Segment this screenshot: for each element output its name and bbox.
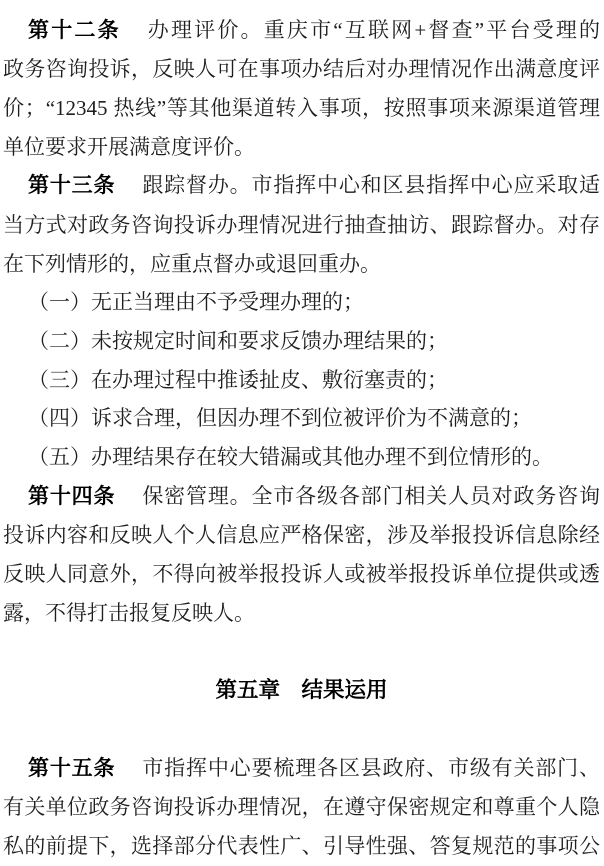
line-text: 跟踪督办。市指挥中心和区县指挥中心应采取适 [142, 173, 601, 198]
clause-item [3, 322, 600, 361]
text-line [3, 788, 600, 827]
text-line [3, 283, 600, 322]
text-line [3, 516, 600, 555]
line-text: 价；“12345 热线”等其他渠道转入事项，按照事项来源渠道管理 [3, 95, 600, 120]
article-paragraph [3, 11, 600, 167]
article-paragraph [3, 477, 600, 633]
line-text: 露，不得打击报复反映人。 [3, 600, 255, 625]
article-number: 第十四条 [28, 484, 116, 508]
clause-item [3, 399, 600, 438]
line-text: 政务咨询投诉，反映人可在事项办结后对办理情况作出满意度评 [3, 57, 600, 82]
line-text: （五）办理结果存在较大错漏或其他办理不到位情形的。 [28, 445, 553, 470]
line-text: 当方式对政务咨询投诉办理情况进行抽查抽访、跟踪督办。对存 [3, 212, 600, 237]
text-line [3, 399, 600, 438]
text-line [3, 245, 600, 284]
text-line [3, 11, 600, 51]
text-line [3, 477, 600, 517]
text-line [3, 827, 600, 866]
clause-item [3, 361, 600, 400]
line-text: 市指挥中心要梳理各区县政府、市级有关部门、 [142, 755, 601, 780]
text-line [3, 206, 600, 245]
line-text: 反映人同意外，不得向被举报投诉人或被举报投诉单位提供或透 [3, 562, 600, 587]
line-text: （三）在办理过程中推诿扯皮、敷衍塞责的； [28, 367, 448, 392]
line-text: 私的前提下，选择部分代表性广、引导性强、答复规范的事项公 [3, 833, 600, 858]
article-paragraph [3, 749, 600, 866]
text-line [3, 594, 600, 633]
text-line [3, 555, 600, 594]
text-line [3, 50, 600, 89]
line-text: （二）未按规定时间和要求反馈办理结果的； [28, 329, 448, 353]
article-paragraph [3, 166, 600, 283]
line-text: 投诉内容和反映人个人信息应严格保密，涉及举报投诉信息除经 [3, 523, 600, 548]
line-text: （一）无正当理由不予受理办理的； [28, 290, 364, 315]
text-line [3, 438, 600, 477]
line-text: 在下列情形的，应重点督办或退回重办。 [3, 251, 381, 276]
document-body [3, 11, 600, 866]
line-text: 保密管理。全市各级各部门相关人员对政务咨询 [142, 483, 601, 508]
text-line [3, 89, 600, 128]
article-number: 第十三条 [28, 174, 116, 198]
article-number: 第十二条 [28, 18, 121, 42]
line-text: 办理评价。重庆市“互联网+督查”平台受理的 [147, 17, 601, 42]
chapter-heading: 第五章 结果运用 [215, 678, 388, 703]
line-text: 单位要求开展满意度评价。 [3, 134, 255, 159]
clause-item [3, 438, 600, 477]
line-text: （四）诉求合理，但因办理不到位被评价为不满意的； [28, 406, 532, 431]
text-line [3, 749, 600, 789]
text-line [3, 322, 600, 361]
text-line [3, 166, 600, 206]
text-line [3, 128, 600, 167]
article-number: 第十五条 [28, 756, 116, 780]
clause-item [3, 283, 600, 322]
line-text: 有关单位政务咨询投诉办理情况，在遵守保密规定和尊重个人隐 [3, 795, 600, 820]
text-line [3, 361, 600, 400]
